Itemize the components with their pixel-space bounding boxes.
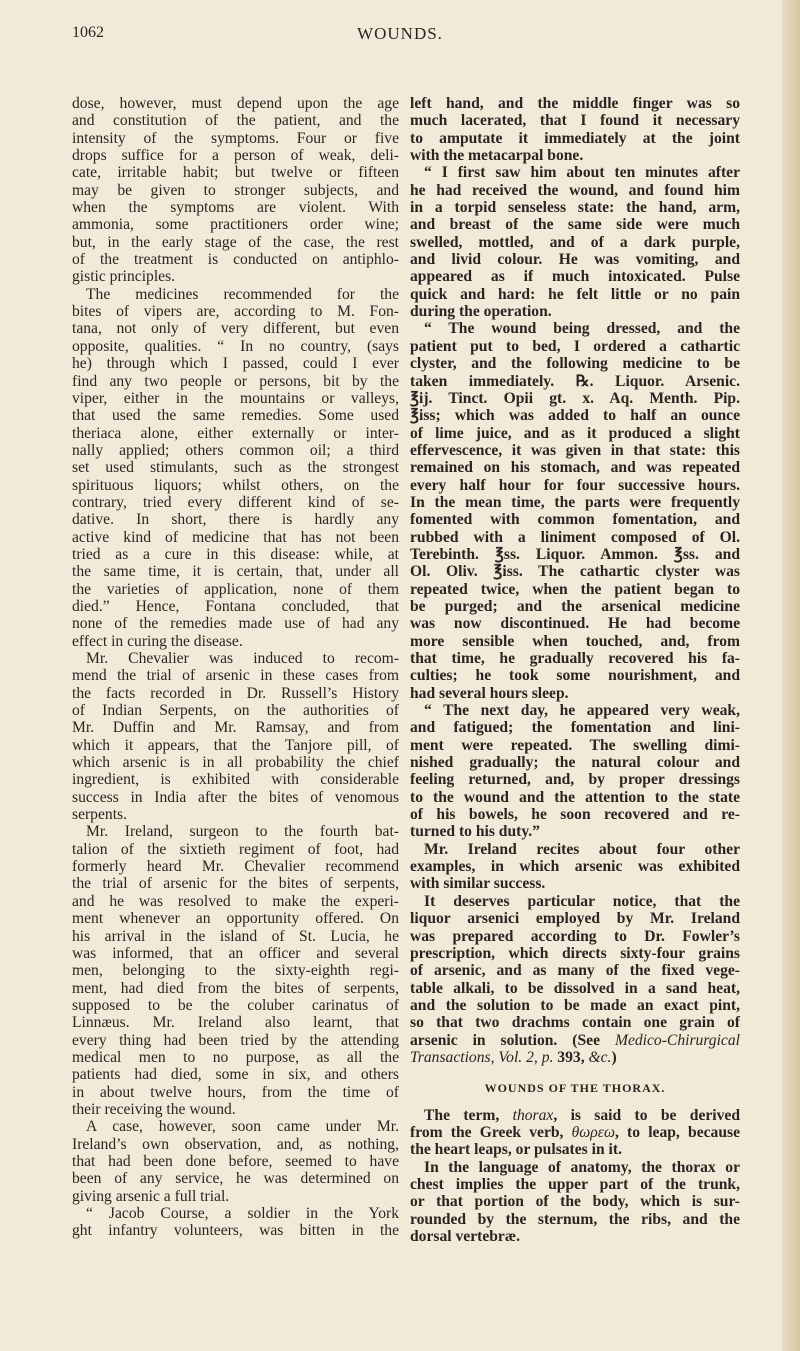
text-line <box>410 407 740 424</box>
line-text: rubbed with a liniment composed of Ol. <box>410 528 740 546</box>
text-line <box>72 199 399 216</box>
text-line <box>410 581 740 598</box>
line-text: more sensible when touched, and, from <box>410 632 740 650</box>
text-line <box>410 442 740 459</box>
line-text: cate, irritable habit; but twelve or fifteen <box>72 164 399 182</box>
text-line <box>72 234 399 251</box>
text-line <box>410 147 740 164</box>
line-text: dative. In short, there is hardly any <box>72 511 399 529</box>
line-text: The medicines recommended for the <box>86 285 399 303</box>
line-text: A case, however, soon came under Mr. <box>86 1118 399 1136</box>
text-line <box>410 980 740 997</box>
line-text: In the language of anatomy, the thorax or <box>424 1158 740 1176</box>
line-text: prescription, which directs sixty-four grains <box>410 944 740 962</box>
section-heading: WOUNDS OF THE THORAX. <box>484 1081 666 1096</box>
text-line <box>410 338 740 355</box>
text-line <box>72 633 399 650</box>
text-line <box>72 928 399 945</box>
text-line <box>72 875 399 892</box>
text-line <box>72 511 399 528</box>
line-text: to the wound and the attention to the state <box>410 788 740 806</box>
line-text: The term, <box>424 1106 513 1124</box>
text-line <box>72 754 399 771</box>
text-line <box>72 1101 399 1118</box>
line-text: Linnæus. Mr. Ireland also learnt, that <box>72 1014 399 1032</box>
text-line <box>72 806 399 823</box>
text-line <box>410 1014 740 1031</box>
line-text: when the symptoms are violent. With <box>72 199 399 217</box>
line-text: success in India after the bites of venomous <box>72 788 399 806</box>
text-line <box>410 112 740 129</box>
text-line <box>410 893 740 910</box>
line-text: with similar success. <box>410 875 546 893</box>
line-text: drops suffice for a person of weak, deli- <box>72 147 399 165</box>
text-line <box>410 667 740 684</box>
line-text: table alkali, to be dissolved in a sand heat, <box>410 979 740 997</box>
line-text: bites of vipers are, according to M. Fon- <box>72 303 399 321</box>
text-line <box>72 373 399 390</box>
line-text: chest implies the upper part of the trunk, <box>410 1175 740 1193</box>
line-text: the trial of arsenic for the bites of serpents, <box>72 875 399 893</box>
line-text: tried as a cure in this disease: while, at <box>72 545 399 563</box>
text-line <box>410 546 740 563</box>
line-text: Mr. Ireland, surgeon to the fourth bat- <box>86 823 399 841</box>
text-line <box>410 320 740 337</box>
text-line <box>410 910 740 927</box>
line-text: nally applied; others common oil; a third <box>72 441 399 459</box>
text-line <box>72 1222 399 1239</box>
line-text: the heart leaps, or pulsates in it. <box>410 1141 622 1159</box>
left-column <box>72 95 399 1240</box>
line-text: the varieties of application, none of them <box>72 580 399 598</box>
paragraph <box>410 1107 740 1159</box>
line-text: ment, had died from the bites of serpents, <box>72 979 399 997</box>
line-text: arsenic in solution. (See <box>410 1031 615 1049</box>
text-line <box>410 1107 740 1124</box>
text-line <box>72 789 399 806</box>
line-text: “ The wound being dressed, and the <box>424 320 740 338</box>
line-text: swelled, mottled, and of a dark purple, <box>410 233 740 251</box>
running-title: WOUNDS. <box>357 24 443 43</box>
text-line <box>72 130 399 147</box>
text-line <box>72 771 399 788</box>
line-text: his arrival in the island of St. Lucia, he <box>72 927 399 945</box>
line-text: talion of the sixtieth regiment of foot, had <box>72 840 399 858</box>
text-line <box>410 529 740 546</box>
text-line <box>72 338 399 355</box>
line-text: and breast of the same side were much <box>410 216 740 234</box>
text-line <box>410 997 740 1014</box>
line-text: ) <box>611 1048 617 1066</box>
line-text: every thing had been tried by the attending <box>72 1031 399 1049</box>
text-line <box>410 459 740 476</box>
line-text: was informed, that an officer and several <box>72 944 399 962</box>
line-text: repeated twice, when the patient began to <box>410 580 740 598</box>
text-line <box>72 1032 399 1049</box>
line-text: “ Jacob Course, a soldier in the York <box>86 1205 399 1222</box>
line-text: formerly heard Mr. Chevalier recommend <box>72 858 399 876</box>
text-line <box>72 702 399 719</box>
text-line <box>72 737 399 754</box>
line-text: Mr. Ireland recites about four other <box>424 840 740 858</box>
line-text: 393, <box>553 1048 589 1066</box>
text-line <box>72 95 399 112</box>
paragraph <box>410 702 740 841</box>
line-text: turned to his duty.” <box>410 823 540 841</box>
text-line <box>410 234 740 251</box>
line-text: Mr. Chevalier was induced to recom- <box>86 650 399 667</box>
line-text: Ireland’s own observation, and, as nothing, <box>72 1135 399 1153</box>
line-text: opposite, qualities. “ In no country, (says <box>72 337 399 355</box>
text-line <box>72 841 399 858</box>
line-text: fomented with common fomentation, and <box>410 511 740 529</box>
line-text: men, belonging to the sixty-eighth regi- <box>72 962 399 980</box>
line-text: gistic principles. <box>72 268 176 286</box>
text-line <box>72 980 399 997</box>
line-text: “ The next day, he appeared very weak, <box>424 702 740 720</box>
text-line <box>72 1049 399 1066</box>
text-line <box>410 962 740 979</box>
text-line <box>410 615 740 632</box>
text-line <box>410 823 740 840</box>
line-text: giving arsenic a full trial. <box>72 1187 230 1205</box>
text-line <box>72 477 399 494</box>
line-text: Terebinth. ℥ss. Liquor. Ammon. ℥ss. and <box>410 545 740 563</box>
text-line <box>72 1188 399 1205</box>
line-text: mend the trial of arsenic in these cases from <box>72 667 399 685</box>
line-text: ght infantry volunteers, was bitten in the <box>72 1222 399 1240</box>
text-line <box>410 1159 740 1176</box>
line-text: effervescence, it was given in that state: this <box>410 441 740 459</box>
line-text: and he was resolved to make the experi- <box>72 892 399 910</box>
paragraph <box>410 320 740 702</box>
line-text: that used the same remedies. Some used <box>72 407 399 425</box>
line-text: during the operation. <box>410 303 552 321</box>
text-line <box>410 1228 740 1245</box>
line-text: ℥iss; which was added to half an ounce <box>410 407 740 425</box>
text-line <box>410 719 740 736</box>
text-line <box>72 147 399 164</box>
text-line <box>72 997 399 1014</box>
line-text: had several hours sleep. <box>410 684 569 702</box>
line-text: In the mean time, the parts were frequently <box>410 493 740 511</box>
text-line <box>410 875 740 892</box>
italic-text: Medico-Chirurgical <box>614 1031 740 1049</box>
text-line <box>410 511 740 528</box>
line-text: culties; he took some nourishment, and <box>410 667 740 685</box>
line-text: feeling returned, and, by proper dressings <box>410 771 740 789</box>
line-text: medical men to no purpose, as all the <box>72 1048 399 1066</box>
line-text: dorsal vertebræ. <box>410 1228 520 1245</box>
text-line <box>410 754 740 771</box>
line-text: which it appears, that the Tanjore pill, of <box>72 736 399 754</box>
text-line <box>72 390 399 407</box>
line-text: ment were repeated. The swelling dimi- <box>410 736 740 754</box>
text-line <box>410 199 740 216</box>
text-line <box>410 563 740 580</box>
line-text: of arsenic, and as many of the fixed vege- <box>410 962 740 980</box>
text-line <box>410 789 740 806</box>
text-line <box>72 182 399 199</box>
text-line <box>410 355 740 372</box>
line-text: tana, not only of very different, but even <box>72 320 399 338</box>
line-text: from the Greek verb, <box>410 1123 572 1141</box>
text-line <box>72 945 399 962</box>
text-line <box>72 1118 399 1135</box>
text-line <box>72 164 399 181</box>
paragraph <box>72 1205 399 1240</box>
line-text: that had been done before, seemed to have <box>72 1152 399 1170</box>
line-text: examples, in which arsenic was exhibited <box>410 858 740 876</box>
line-text: and fatigued; the fomentation and lini- <box>410 719 740 737</box>
paragraph <box>410 1159 740 1246</box>
paragraph <box>410 164 740 320</box>
text-line <box>72 1084 399 1101</box>
text-line <box>72 858 399 875</box>
line-text: supposed to be the coluber carinatus of <box>72 996 399 1014</box>
line-text: ammonia, some practitioners order wine; <box>72 216 399 234</box>
text-line <box>72 355 399 372</box>
line-text: every half hour for four successive hours. <box>410 476 740 494</box>
text-line <box>410 633 740 650</box>
line-text: left hand, and the middle finger was so <box>410 95 740 112</box>
line-text: and livid colour. He was vomiting, and <box>410 251 740 269</box>
text-line <box>410 858 740 875</box>
line-text: Mr. Duffin and Mr. Ramsay, and from <box>72 719 399 737</box>
line-text: the facts recorded in Dr. Russell’s History <box>72 684 399 702</box>
text-line <box>72 893 399 910</box>
text-line <box>410 477 740 494</box>
text-line <box>72 320 399 337</box>
line-text: he) through which I passed, could I ever <box>72 355 399 373</box>
line-text: serpents. <box>72 806 127 824</box>
italic-text: Transactions, Vol. 2, p. <box>410 1048 554 1066</box>
text-line <box>72 563 399 580</box>
line-text: find any two people or persons, bit by the <box>72 372 399 390</box>
line-text: may be given to stronger subjects, and <box>72 181 399 199</box>
text-line <box>410 1193 740 1210</box>
line-text: to amputate it immediately at the joint <box>410 129 740 147</box>
line-text: dose, however, must depend upon the age <box>72 95 399 112</box>
text-line <box>72 112 399 129</box>
line-text: ingredient, is exhibited with considerable <box>72 771 399 789</box>
line-text: spirituous liquors; whilst others, on the <box>72 476 399 494</box>
text-line <box>72 650 399 667</box>
line-text: the same time, it is certain, that, under all <box>72 563 399 581</box>
line-text: taken immediately. ℞. Liquor. Arsenic. <box>410 372 740 390</box>
text-line <box>410 841 740 858</box>
text-line <box>72 407 399 424</box>
text-line <box>410 1211 740 1228</box>
italic-text: thorax <box>512 1106 554 1124</box>
right-column <box>410 95 740 1245</box>
page-edge <box>782 0 800 1351</box>
line-text: set used stimulants, such as the strongest <box>72 459 399 477</box>
line-text: of lime juice, and as it produced a slight <box>410 424 740 442</box>
text-line <box>410 1176 740 1193</box>
line-text: patients had died, some in six, and others <box>72 1066 399 1084</box>
line-text: appeared as if much intoxicated. Pulse <box>410 268 740 286</box>
text-line <box>72 598 399 615</box>
line-text: was prepared according to Dr. Fowler’s <box>410 927 740 945</box>
line-text: patient put to bed, I ordered a cathartic <box>410 337 740 355</box>
text-line <box>72 251 399 268</box>
line-text: he had received the wound, and found him <box>410 181 740 199</box>
line-text: clyster, and the following medicine to be <box>410 355 740 373</box>
text-line <box>410 928 740 945</box>
paragraph <box>410 841 740 893</box>
line-text: so that two drachms contain one grain of <box>410 1014 740 1032</box>
text-line <box>410 1141 740 1158</box>
line-text: “ I first saw him about ten minutes after <box>424 164 740 182</box>
line-text: viper, either in the mountains or valleys, <box>72 389 399 407</box>
text-line <box>410 268 740 285</box>
text-line <box>72 1014 399 1031</box>
line-text: with the metacarpal bone. <box>410 147 584 165</box>
line-text: quick and hard: he felt little or no pain <box>410 285 740 303</box>
paragraph <box>72 286 399 650</box>
text-line <box>410 216 740 233</box>
text-line <box>410 702 740 719</box>
text-line <box>72 494 399 511</box>
paragraph <box>72 1118 399 1205</box>
line-text: but, in the early stage of the case, the rest <box>72 233 399 251</box>
text-line <box>72 268 399 285</box>
text-line <box>410 598 740 615</box>
line-text: remained on his stomach, and was repeated <box>410 459 740 477</box>
line-text: much lacerated, that I found it necessary <box>410 112 740 130</box>
text-line <box>72 546 399 563</box>
line-text: , to leap, because <box>614 1123 740 1141</box>
text-line <box>410 737 740 754</box>
text-line <box>410 494 740 511</box>
text-line <box>410 1124 740 1141</box>
line-text: ℥ij. Tinct. Opii gt. x. Aq. Menth. Pip. <box>410 389 740 407</box>
line-text: , is said to be derived <box>553 1106 741 1124</box>
text-line <box>410 1049 740 1066</box>
line-text: in a torpid senseless state: the hand, arm, <box>410 199 740 217</box>
line-text: and the solution to be made an exact pint, <box>410 996 740 1014</box>
text-line <box>410 685 740 702</box>
line-text: of Indian Serpents, on the authorities of <box>72 702 399 720</box>
text-line <box>72 1205 399 1222</box>
line-text: in about twelve hours, from the time of <box>72 1083 399 1101</box>
line-text: effect in curing the disease. <box>72 632 243 650</box>
text-line <box>410 945 740 962</box>
line-text: liquor arsenici employed by Mr. Ireland <box>410 910 740 928</box>
line-text: or that portion of the body, which is sur- <box>410 1193 740 1211</box>
text-line <box>410 425 740 442</box>
text-line <box>410 650 740 667</box>
text-line <box>72 459 399 476</box>
text-line <box>410 303 740 320</box>
text-line <box>410 95 740 112</box>
line-text: theriaca alone, either externally or inter- <box>72 424 399 442</box>
text-line <box>72 303 399 320</box>
line-text: be purged; and the arsenical medicine <box>410 597 740 615</box>
line-text: nished gradually; the natural colour and <box>410 754 740 772</box>
text-line <box>410 373 740 390</box>
line-text: of the treatment is conducted on antiphlo- <box>72 251 399 269</box>
line-text: been of any service, he was determined on <box>72 1170 399 1188</box>
line-text: active kind of medicine that has not been <box>72 528 399 546</box>
text-line <box>410 164 740 181</box>
paragraph <box>72 823 399 1118</box>
text-line <box>410 390 740 407</box>
text-line <box>72 1136 399 1153</box>
italic-text: θωρεω <box>571 1123 615 1141</box>
text-line <box>72 216 399 233</box>
paragraph <box>72 95 399 286</box>
text-line <box>72 910 399 927</box>
text-line <box>410 182 740 199</box>
paragraph <box>72 650 399 823</box>
text-line <box>72 425 399 442</box>
text-line <box>72 529 399 546</box>
line-text: Ol. Oliv. ℥iss. The cathartic clyster was <box>410 563 740 581</box>
line-text: their receiving the wound. <box>72 1100 236 1118</box>
line-text: and constitution of the patient, and the <box>72 112 399 130</box>
line-text: died.” Hence, Fontana concluded, that <box>72 597 399 615</box>
text-line <box>410 286 740 303</box>
text-line <box>72 442 399 459</box>
text-line <box>410 130 740 147</box>
line-text: It deserves particular notice, that the <box>424 892 740 910</box>
text-line <box>72 719 399 736</box>
text-line <box>72 667 399 684</box>
line-text: intensity of the symptoms. Four or five <box>72 129 399 147</box>
page-number: 1062 <box>72 24 104 41</box>
italic-text: &c. <box>588 1048 612 1066</box>
text-line <box>72 581 399 598</box>
text-line <box>72 685 399 702</box>
text-line <box>72 1170 399 1187</box>
text-line <box>72 823 399 840</box>
text-line <box>410 771 740 788</box>
paragraph <box>410 893 740 1066</box>
line-text: of his bowels, he soon recovered and re- <box>410 806 740 824</box>
line-text: was now discontinued. He had become <box>410 615 740 633</box>
text-line <box>410 806 740 823</box>
line-text: contrary, tried every different kind of se- <box>72 493 399 511</box>
line-text: which arsenic is in all probability the chief <box>72 754 399 772</box>
paragraph <box>410 95 740 164</box>
line-text: ment whenever an opportunity offered. On <box>72 910 399 928</box>
line-text: that time, he gradually recovered his fa- <box>410 650 740 667</box>
text-line <box>72 1066 399 1083</box>
text-line <box>410 251 740 268</box>
text-line <box>72 615 399 632</box>
text-line <box>72 962 399 979</box>
text-line <box>410 1032 740 1049</box>
text-line <box>72 1153 399 1170</box>
text-line <box>72 286 399 303</box>
line-text: none of the remedies made use of had any <box>72 615 399 633</box>
line-text: rounded by the sternum, the ribs, and the <box>410 1210 740 1228</box>
